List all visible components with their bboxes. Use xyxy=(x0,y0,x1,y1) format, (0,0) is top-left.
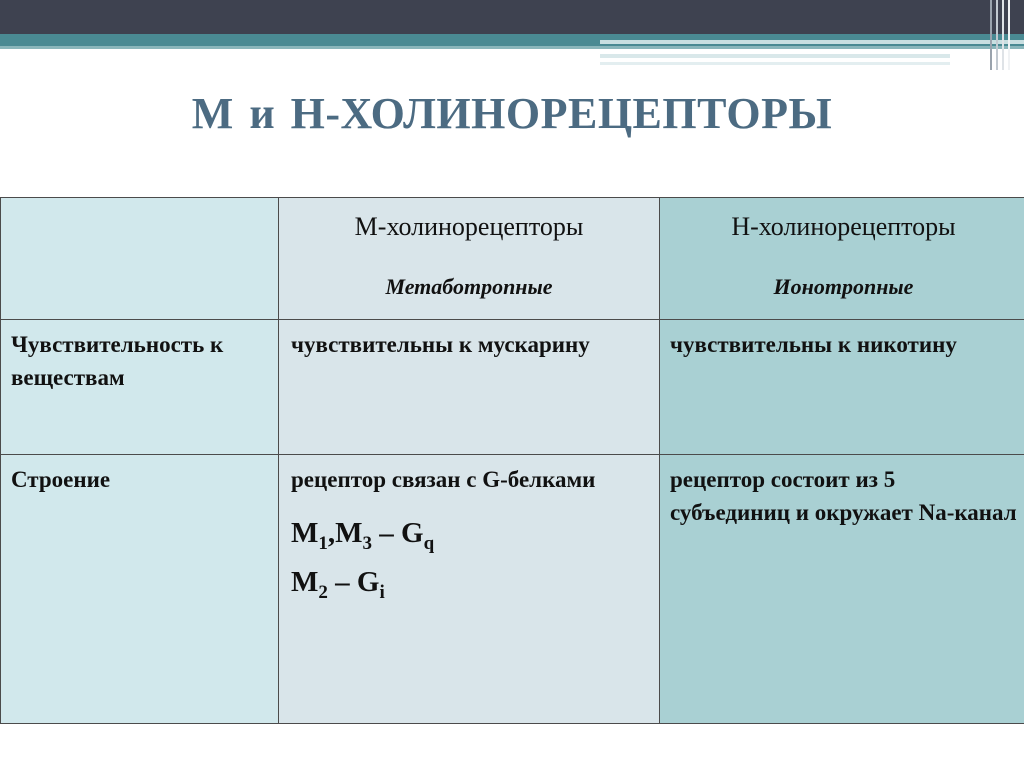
row-label-cell xyxy=(1,455,279,724)
header-m-cell xyxy=(279,198,660,320)
m-cell xyxy=(279,320,660,455)
n-cell xyxy=(660,455,1024,724)
m-formulas xyxy=(279,514,659,612)
slide-title: М и Н-ХОЛИНОРЕЦЕПТОРЫ xyxy=(191,89,833,138)
decor-stripe xyxy=(600,54,950,58)
header-n-cell xyxy=(660,198,1024,320)
n-cell xyxy=(660,320,1024,455)
decor-vertical-bars xyxy=(990,0,1024,70)
teal-decor-line xyxy=(0,46,1024,49)
m-cell xyxy=(279,455,660,724)
header-empty-cell xyxy=(1,198,279,320)
header-m-name: М-холинорецепторы xyxy=(354,212,584,241)
formula-line-1: $M_1,M_3 - G_q$ xyxy=(291,517,435,554)
decor-stripe xyxy=(600,62,950,65)
m-text: чувствительны к мускарину xyxy=(291,332,590,357)
comparison-table xyxy=(0,197,1024,724)
table-header-row xyxy=(1,198,1024,320)
header-n-subtitle: Ионотропные xyxy=(773,274,914,299)
formula-line-2: $M_2 - G_i$ xyxy=(291,565,385,603)
n-text: рецептор состоит из 5 субъединиц и окружает Na-канал xyxy=(670,467,1017,525)
n-text: чувствительны к никотину xyxy=(670,332,957,357)
top-decor-bar xyxy=(0,0,1024,34)
header-n-name: Н-холинорецепторы xyxy=(731,212,956,241)
decor-stripe xyxy=(600,40,1024,44)
row-label-cell xyxy=(1,320,279,455)
row-label: Чувствительность к веществам xyxy=(11,332,224,390)
header-m-subtitle: Метаботропные xyxy=(385,274,553,299)
m-text: рецептор связан с G-белками xyxy=(291,467,596,492)
row-label: Строение xyxy=(11,467,111,492)
table-row xyxy=(1,320,1024,455)
table-row xyxy=(1,455,1024,724)
